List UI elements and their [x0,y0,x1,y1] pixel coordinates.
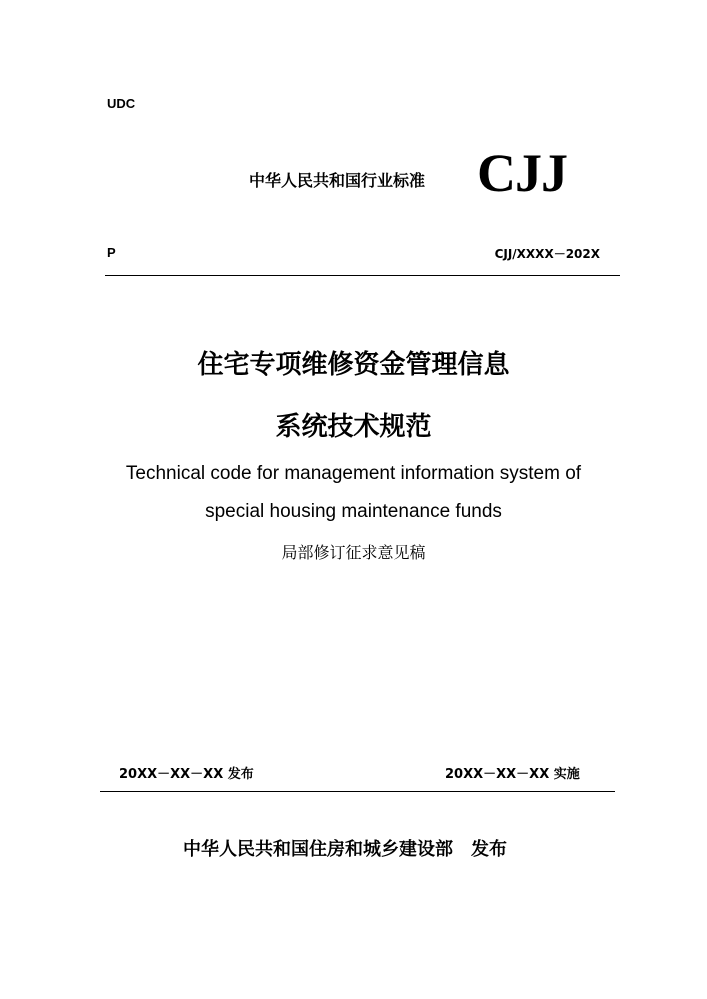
issuer-line [183,835,507,861]
english-title-line1: Technical code for management information system of [125,463,582,484]
standard-logo: CJJ [477,143,567,203]
english-title-line2: special housing maintenance funds [205,501,502,522]
top-divider [105,275,620,276]
issuer-name: 中华人民共和国住房和城乡建设部 [183,839,453,860]
classification-code: P [107,245,116,260]
document-title-line1: 住宅专项维修资金管理信息 [197,350,510,380]
publish-date: 20XX－XX－XX 发布 [119,767,254,782]
standard-number: CJJ/XXXX－202X [494,247,600,261]
implement-date: 20XX－XX－XX 实施 [445,767,580,782]
document-title-line2: 系统技术规范 [275,412,432,442]
udc-label: UDC [107,96,136,111]
standard-type: 中华人民共和国行业标准 [249,171,426,190]
draft-status: 局部修订征求意见稿 [281,543,426,562]
issue-word: 发布 [471,839,507,860]
bottom-divider [100,791,615,792]
